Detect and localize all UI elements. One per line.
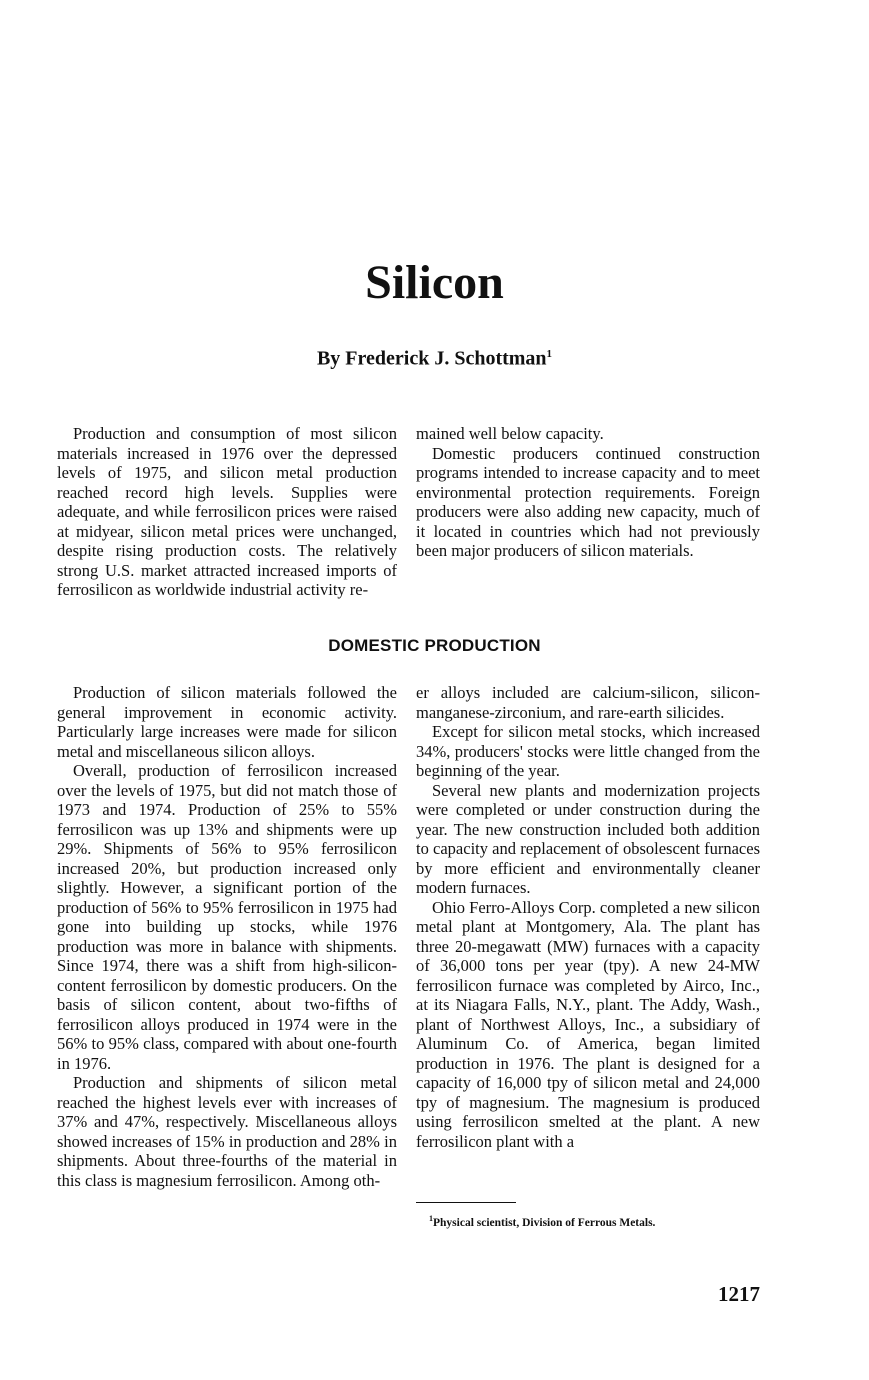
footnote-divider: [416, 1202, 516, 1203]
page-title: Silicon: [365, 256, 504, 309]
footnote-mark: 1: [429, 1214, 433, 1223]
body-paragraph: Several new plants and modernization projects were completed or under construction during the year. The new construction included both addition to capacity and replacement of obsolescent furnaces by more efficient and environmentally cleaner modern furnaces.: [416, 780, 760, 897]
body-paragraph: Production of silicon materials followed the general improvement in economic activity. Particularly large increases were made for silicon metal and miscellaneous silicon alloys.: [57, 683, 397, 761]
body-right-column: [416, 683, 760, 1151]
page-number: 1217: [718, 1282, 760, 1306]
body-paragraph: Except for silicon metal stocks, which increased 34%, producers' stocks were little changed from the beginning of the year.: [416, 722, 760, 780]
body-paragraph: Production and shipments of silicon metal reached the highest levels ever with increases of 37% and 47%, respectively. Miscellaneous alloys showed increases of 15% in production and 28% in shipments. About three-fourths of the material in this class is magnesium ferrosilicon. Among oth-: [57, 1073, 397, 1190]
intro-paragraph: Domestic producers continued construction programs intended to increase capacity and to meet environmental protection requirements. Foreign producers were also adding new capacity, much of it located in countries which had not previously been major producers of silicon materials.: [416, 443, 760, 560]
body-paragraph: Ohio Ferro-Alloys Corp. completed a new silicon metal plant at Montgomery, Ala. The plant has three 20-megawatt (MW) furnaces with a capacity of 36,000 tons per year (tpy). A new 24-MW ferrosilicon furnace was completed by Airco, Inc., at its Niagara Falls, N.Y., plant. The Addy, Wash., plant of Northwest Alloys, Inc., a subsidiary of Aluminum Co. of America, began limited production in 1976. The plant is designed for a capacity of 16,000 tpy of silicon metal and 24,000 tpy of magnesium. The magnesium is produced using ferrosilicon smelted at the plant. A new ferrosilicon plant with a: [416, 897, 760, 1151]
section-heading: DOMESTIC PRODUCTION: [328, 636, 541, 655]
body-left-column: [57, 683, 397, 1190]
intro-continuation: mained well below capacity.: [416, 424, 604, 443]
author-byline: [0, 340, 869, 373]
body-paragraph: Overall, production of ferrosilicon increased over the levels of 1975, but did not match those of 1973 and 1974. Production of 25% to 55% ferrosilicon was up 13% and shipments were up 29%. Shipments of 56% to 95% ferrosilicon increased 20%, but production increased only slightly. However, a significant portion of the production of 56% to 95% ferrosilicon in 1975 had gone into building up stocks, while 1976 production was more in balance with shipments. Since 1974, there was a shift from high-silicon-content ferrosilicon by domestic producers. On the basis of silicon content, about two-fifths of ferrosilicon alloys produced in 1974 were in the 56% to 95% class, compared with about one-fourth in 1976.: [57, 761, 397, 1073]
footnote: [429, 1211, 655, 1231]
body-continuation: er alloys included are calcium-silicon, silicon-manganese-zirconium, and rare-earth silicides.: [416, 683, 760, 722]
intro-left-column: [57, 424, 397, 600]
author-name: By Frederick J. Schottman: [316, 347, 547, 370]
intro-paragraph: Production and consumption of most silicon materials increased in 1976 over the depressed levels of 1975, and silicon metal production reached record high levels. Supplies were adequate, and while ferrosilicon prices were raised at midyear, silicon metal prices were unchanged, despite rising production costs. The relatively strong U.S. market attracted increased imports of ferrosilicon as worldwide industrial activity re-: [57, 424, 397, 599]
footnote-text: Physical scientist, Division of Ferrous Metals.: [433, 1216, 656, 1229]
intro-right-column: [416, 424, 760, 561]
byline-footnote-mark: 1: [546, 348, 553, 360]
